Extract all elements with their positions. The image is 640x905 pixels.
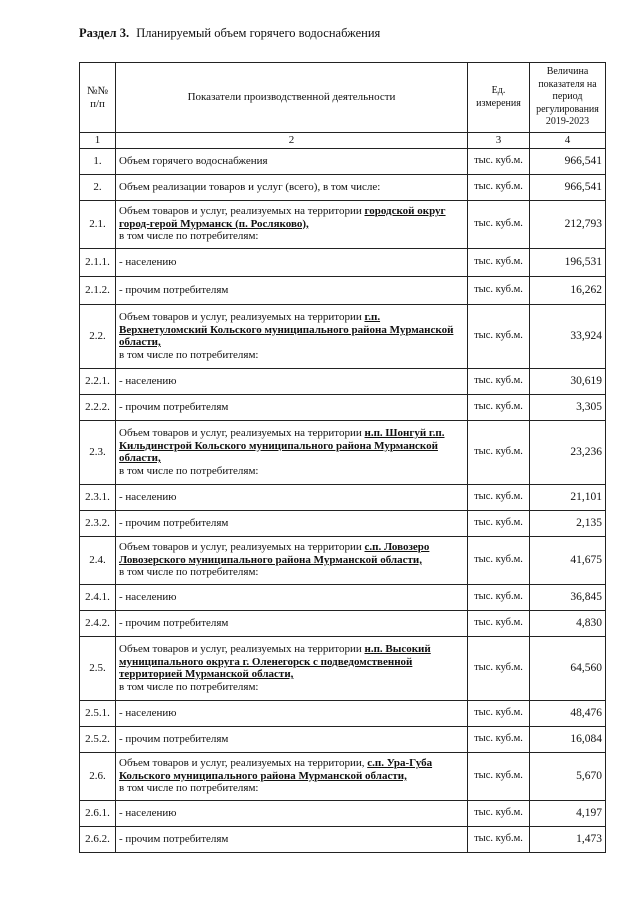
description-text: Объем товаров и услуг, реализуемых на территории xyxy=(119,311,365,323)
table-header-row xyxy=(80,63,606,133)
row-value: 33,924 xyxy=(530,304,606,368)
row-value: 41,675 xyxy=(530,536,606,584)
territory-name: г.п. Верхнетуломский Кольского муниципального района Мурманской области, xyxy=(119,311,454,348)
table-row xyxy=(80,368,606,394)
row-value: 4,197 xyxy=(530,800,606,826)
table-row xyxy=(80,484,606,510)
row-value: 2,135 xyxy=(530,510,606,536)
row-unit: тыс. куб.м. xyxy=(468,420,530,484)
description-text: - прочим потребителям xyxy=(119,283,229,296)
row-description xyxy=(116,174,468,200)
row-number: 2.1.1. xyxy=(80,248,116,276)
row-number: 2. xyxy=(80,174,116,200)
description-suffix: в том числе по потребителям: xyxy=(119,782,259,795)
description-text: - населению xyxy=(119,374,177,387)
row-value: 966,541 xyxy=(530,148,606,174)
table-row xyxy=(80,420,606,484)
row-unit: тыс. куб.м. xyxy=(468,510,530,536)
row-unit: тыс. куб.м. xyxy=(468,826,530,852)
table-row xyxy=(80,200,606,248)
row-description xyxy=(116,248,468,276)
row-value: 23,236 xyxy=(530,420,606,484)
row-unit: тыс. куб.м. xyxy=(468,536,530,584)
territory-name: н.п. Шонгуй г.п. Кильдинстрой Кольского муниципального района Мурманской области, xyxy=(119,427,445,464)
row-value: 212,793 xyxy=(530,200,606,248)
table-row xyxy=(80,700,606,726)
description-text: - прочим потребителям xyxy=(119,516,229,529)
row-description xyxy=(116,584,468,610)
table-row xyxy=(80,726,606,752)
row-value: 4,830 xyxy=(530,610,606,636)
row-number: 2.6.1. xyxy=(80,800,116,826)
hot-water-volume-table xyxy=(79,62,606,853)
description-text: - населению xyxy=(119,255,177,268)
row-number: 2.2.2. xyxy=(80,394,116,420)
description-text: Объем товаров и услуг, реализуемых на территории xyxy=(119,643,365,655)
row-description xyxy=(116,394,468,420)
row-value: 16,262 xyxy=(530,276,606,304)
row-description xyxy=(116,484,468,510)
row-description xyxy=(116,726,468,752)
table-row xyxy=(80,800,606,826)
description-text: - населению xyxy=(119,806,177,819)
row-number: 2.3. xyxy=(80,420,116,484)
row-number: 2.1.2. xyxy=(80,276,116,304)
row-value: 1,473 xyxy=(530,826,606,852)
row-unit: тыс. куб.м. xyxy=(468,610,530,636)
table-row xyxy=(80,636,606,700)
row-description xyxy=(116,700,468,726)
table-row xyxy=(80,174,606,200)
row-unit: тыс. куб.м. xyxy=(468,200,530,248)
table-row xyxy=(80,536,606,584)
row-number: 2.5. xyxy=(80,636,116,700)
row-value: 48,476 xyxy=(530,700,606,726)
section-title: Планируемый объем горячего водоснабжения xyxy=(136,26,381,40)
row-unit: тыс. куб.м. xyxy=(468,636,530,700)
territory-name: с.п. Ура-Губа Кольского муниципального района Мурманской области, xyxy=(119,757,433,782)
row-number: 2.5.1. xyxy=(80,700,116,726)
column-number: 3 xyxy=(468,133,530,149)
row-unit: тыс. куб.м. xyxy=(468,800,530,826)
row-value: 21,101 xyxy=(530,484,606,510)
row-description xyxy=(116,200,468,248)
description-text: - прочим потребителям xyxy=(119,732,229,745)
description-text: Объем товаров и услуг, реализуемых на территории xyxy=(119,541,365,554)
table-row xyxy=(80,826,606,852)
row-description xyxy=(116,368,468,394)
row-unit: тыс. куб.м. xyxy=(468,304,530,368)
table-body xyxy=(80,148,606,852)
territory-name: с.п. Ловозеро Ловозерского муниципального района Мурманской области, xyxy=(119,541,430,566)
column-number: 1 xyxy=(80,133,116,149)
description-suffix: в том числе по потребителям: xyxy=(119,566,259,579)
row-number: 2.6. xyxy=(80,752,116,800)
row-unit: тыс. куб.м. xyxy=(468,726,530,752)
row-value: 30,619 xyxy=(530,368,606,394)
row-unit: тыс. куб.м. xyxy=(468,584,530,610)
row-description xyxy=(116,826,468,852)
description-text: - населению xyxy=(119,706,177,719)
row-value: 64,560 xyxy=(530,636,606,700)
row-value: 36,845 xyxy=(530,584,606,610)
row-number: 2.4.2. xyxy=(80,610,116,636)
row-unit: тыс. куб.м. xyxy=(468,394,530,420)
description-text: - прочим потребителям xyxy=(119,616,229,629)
table-row xyxy=(80,510,606,536)
row-number: 2.4. xyxy=(80,536,116,584)
description-text: - прочим потребителям xyxy=(119,400,229,413)
description-suffix: в том числе по потребителям: xyxy=(119,348,259,361)
row-description xyxy=(116,752,468,800)
header-indicator: Показатели производственной деятельности xyxy=(116,63,468,133)
table-row xyxy=(80,304,606,368)
row-number: 2.1. xyxy=(80,200,116,248)
row-description xyxy=(116,148,468,174)
row-number: 2.3.2. xyxy=(80,510,116,536)
column-number: 4 xyxy=(530,133,606,149)
header-value: Величина показателя на период регулирования 2019-2023 xyxy=(530,63,606,133)
row-value: 196,531 xyxy=(530,248,606,276)
description-text: Объем горячего водоснабжения xyxy=(119,154,268,167)
row-unit: тыс. куб.м. xyxy=(468,174,530,200)
row-unit: тыс. куб.м. xyxy=(468,484,530,510)
description-suffix: в том числе по потребителям: xyxy=(119,680,259,693)
row-number: 2.5.2. xyxy=(80,726,116,752)
row-description xyxy=(116,304,468,368)
description-text: - населению xyxy=(119,590,177,603)
row-number: 2.6.2. xyxy=(80,826,116,852)
table-row xyxy=(80,610,606,636)
row-description xyxy=(116,420,468,484)
section-heading xyxy=(79,26,380,41)
row-unit: тыс. куб.м. xyxy=(468,148,530,174)
description-text: Объем товаров и услуг, реализуемых на территории xyxy=(119,205,365,218)
row-value: 966,541 xyxy=(530,174,606,200)
table-row xyxy=(80,148,606,174)
row-value: 3,305 xyxy=(530,394,606,420)
description-suffix: в том числе по потребителям: xyxy=(119,230,259,243)
table-row xyxy=(80,276,606,304)
table-row xyxy=(80,248,606,276)
row-description xyxy=(116,636,468,700)
row-number: 2.2. xyxy=(80,304,116,368)
table-row xyxy=(80,394,606,420)
description-text: Объем товаров и услуг, реализуемых на территории, xyxy=(119,757,368,770)
row-description xyxy=(116,610,468,636)
table-row xyxy=(80,584,606,610)
row-unit: тыс. куб.м. xyxy=(468,248,530,276)
row-unit: тыс. куб.м. xyxy=(468,700,530,726)
territory-name: городской округ город-герой Мурманск (п. Росляково), xyxy=(119,205,446,230)
section-number: Раздел 3. xyxy=(79,26,130,40)
row-value: 5,670 xyxy=(530,752,606,800)
row-unit: тыс. куб.м. xyxy=(468,368,530,394)
row-description xyxy=(116,536,468,584)
description-text: Объем реализации товаров и услуг (всего), в том числе: xyxy=(119,180,381,193)
row-number: 2.3.1. xyxy=(80,484,116,510)
row-number: 2.4.1. xyxy=(80,584,116,610)
row-unit: тыс. куб.м. xyxy=(468,276,530,304)
header-num: №№ п/п xyxy=(80,63,116,133)
table-row xyxy=(80,752,606,800)
row-value: 16,084 xyxy=(530,726,606,752)
territory-name: н.п. Высокий муниципального округа г. Оленегорск с подведомственной территорией Мурманской области, xyxy=(119,643,431,680)
row-description xyxy=(116,276,468,304)
row-description xyxy=(116,510,468,536)
description-text: - прочим потребителям xyxy=(119,832,229,845)
column-number-row xyxy=(80,133,606,149)
row-description xyxy=(116,800,468,826)
description-text: - населению xyxy=(119,490,177,503)
row-unit: тыс. куб.м. xyxy=(468,752,530,800)
description-suffix: в том числе по потребителям: xyxy=(119,464,259,477)
header-unit: Ед. измерения xyxy=(468,63,530,133)
column-number: 2 xyxy=(116,133,468,149)
row-number: 2.2.1. xyxy=(80,368,116,394)
description-text: Объем товаров и услуг, реализуемых на территории xyxy=(119,427,365,439)
row-number: 1. xyxy=(80,148,116,174)
